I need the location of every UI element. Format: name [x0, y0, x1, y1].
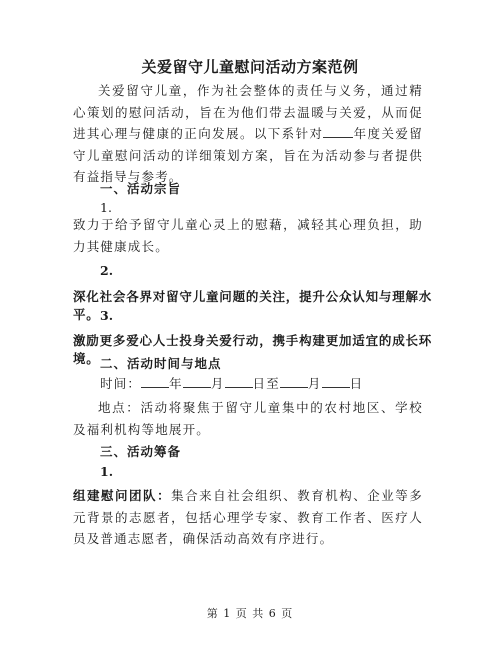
section1-heading: 一、活动宗旨: [100, 181, 182, 196]
item1-text: 致力于给予留守儿童心灵上的慰藉，减轻其心理负担，助力其健康成长。: [73, 217, 423, 254]
month2-unit: 月: [307, 376, 322, 391]
year-field: [141, 375, 169, 388]
page-footer: 第 1 页 共 6 页: [206, 607, 294, 620]
intro-text-1: 关爱留守儿童，作为社会整体的责任与义务，通过精心策划的慰问活动，旨在为他们带去温暖与关爱，从而促进其心理与健康的正向发展。以下系针对: [73, 83, 423, 141]
day-to-unit: 日至: [252, 376, 280, 391]
item1-number: 1.: [100, 200, 112, 215]
month-unit: 月: [210, 376, 225, 391]
item2-number: 2.: [100, 263, 114, 278]
item2-text: 深化社会各界对留守儿童问题的关注，提升公众认知与理解水平。: [73, 289, 433, 322]
day-field: [225, 375, 253, 388]
section3-item-number: 1.: [100, 464, 114, 479]
month2-field: [280, 375, 308, 388]
intro-text-2: 年度关爱留守儿童慰问活动的详细策划方案，旨在为活动参与者提供有益指导与参考。: [73, 126, 423, 184]
year-unit: 年: [169, 376, 183, 391]
year-blank: [323, 125, 353, 138]
time-label: 时间：: [100, 376, 142, 391]
day2-field: [322, 375, 350, 388]
month-field: [183, 375, 211, 388]
time-line: [100, 373, 430, 395]
team-text: 集合来自社会组织、教育机构、企业等多元背景的志愿者，包括心理学专家、教育工作者、医疗人员及普通志愿者，确保活动高效有序进行。: [73, 488, 423, 546]
item3-text: 激励更多爱心人士投身关爱行动，携手构建更加适宜的成长环境。: [73, 333, 433, 366]
team-paragraph: [73, 485, 423, 550]
document-title: 关爱留守儿童慰问活动方案范例: [141, 58, 359, 76]
team-lead: 组建慰问团队：: [73, 488, 172, 503]
day2-unit: 日: [349, 376, 364, 391]
intro-paragraph: [73, 80, 423, 188]
section3-heading: 三、活动筹备: [100, 444, 182, 459]
section2-heading: 二、活动时间与地点: [100, 356, 222, 371]
location-text: 地点：活动将聚焦于留守儿童集中的农村地区、学校及福利机构等地展开。: [73, 400, 423, 437]
item3-number: 3.: [100, 308, 114, 323]
